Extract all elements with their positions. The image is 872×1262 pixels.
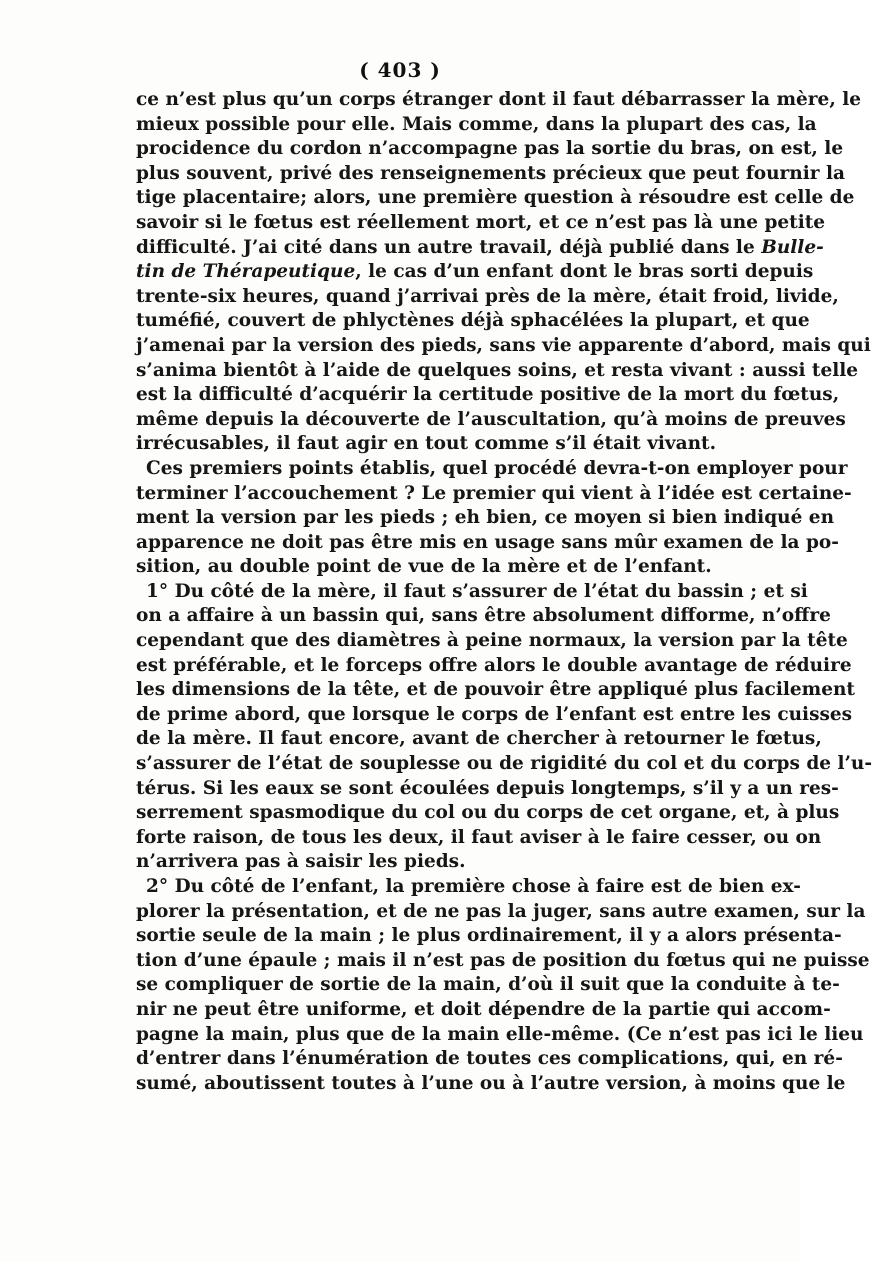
text-line: ce n’est plus qu’un corps étranger dont il faut débarrasser la mère, le <box>136 89 861 110</box>
text-line: cependant que des diamètres à peine normaux, la version par la tête <box>136 630 848 652</box>
paragraph-start-line: 1° Du côté de la mère, il faut s’assurer de l’état du bassin ; et si <box>146 580 808 602</box>
text-line: sortie seule de la main ; le plus ordinairement, il y a alors présenta- <box>136 925 842 947</box>
text-line-with-italic <box>136 236 824 261</box>
text-line-with-italic <box>136 260 814 285</box>
text-line: tion d’une épaule ; mais il n’est pas de position du fœtus qui ne puisse <box>136 949 870 971</box>
paragraph-start-line: Ces premiers points établis, quel procédé devra-t-on employer pour <box>146 457 848 479</box>
text-line: sition, au double point de vue de la mère et de l’enfant. <box>136 556 712 578</box>
text-fragment: , le cas d’un enfant dont le bras sorti depuis <box>355 261 814 283</box>
italic-title-fragment: Bulle- <box>761 236 824 258</box>
text-line: est la difficulté d’acquérir la certitude positive de la mort du fœtus, <box>136 384 840 406</box>
italic-title-fragment: tin de Thérapeutique <box>136 261 356 283</box>
text-line: ment la version par les pieds ; eh bien, ce moyen si bien indiqué en <box>136 507 835 529</box>
text-line: on a affaire à un bassin qui, sans être absolument difforme, n’offre <box>136 605 831 627</box>
text-line: sumé, aboutissent toutes à l’une ou à l’autre version, à moins que le <box>136 1072 846 1094</box>
text-line: j’amenai par la version des pieds, sans vie apparente d’abord, mais qui <box>136 334 871 356</box>
text-line: nir ne peut être uniforme, et doit dépendre de la partie qui accom- <box>136 998 831 1020</box>
text-line: térus. Si les eaux se sont écoulées depuis longtemps, s’il y a un res- <box>136 777 839 799</box>
text-fragment: difficulté. J’ai cité dans un autre travail, déjà publié dans le <box>136 236 755 258</box>
text-line: d’entrer dans l’énumération de toutes ces complications, qui, en ré- <box>136 1048 843 1070</box>
text-line: mieux possible pour elle. Mais comme, dans la plupart des cas, la <box>136 113 817 135</box>
text-line: pagne la main, plus que de la main elle-même. (Ce n’est pas ici le lieu <box>136 1023 864 1045</box>
text-line: terminer l’accouchement ? Le premier qui vient à l’idée est certaine- <box>136 482 852 504</box>
text-line: s’anima bientôt à l’aide de quelques soins, et resta vivant : aussi telle <box>136 359 859 381</box>
text-line: se compliquer de sortie de la main, d’où il suit que la conduite à te- <box>136 974 840 996</box>
text-line: les dimensions de la tête, et de pouvoir être appliqué plus facilement <box>136 679 855 701</box>
text-line: n’arrivera pas à saisir les pieds. <box>136 851 466 873</box>
text-line: trente-six heures, quand j’arrivai près de la mère, était froid, livide, <box>136 285 839 307</box>
text-line: apparence ne doit pas être mis en usage sans mûr examen de la po- <box>136 531 839 553</box>
page-number: ( 403 ) <box>359 58 441 82</box>
text-line: serrement spasmodique du col ou du corps de cet organe, et, à plus <box>136 802 840 824</box>
text-line: tuméfié, couvert de phlyctènes déjà sphacélées la plupart, et que <box>136 310 810 332</box>
text-line: de la mère. Il faut encore, avant de chercher à retourner le fœtus, <box>136 728 822 750</box>
body-text <box>136 88 872 1096</box>
text-line: forte raison, de tous les deux, il faut aviser à le faire cesser, ou on <box>136 826 822 848</box>
text-line: savoir si le fœtus est réellement mort, et ce n’est pas là une petite <box>136 211 826 233</box>
text-line: irrécusables, il faut agir en tout comme s’il était vivant. <box>136 433 717 455</box>
text-line: est préférable, et le forceps offre alors le double avantage de réduire <box>136 654 852 676</box>
text-line: plus souvent, privé des renseignements précieux que peut fournir la <box>136 162 845 184</box>
paragraph-start-line: 2° Du côté de l’enfant, la première chose à faire est de bien ex- <box>146 876 801 897</box>
text-line: s’assurer de l’état de souplesse ou de rigidité du col et du corps de l’u- <box>136 753 872 775</box>
text-line: tige placentaire; alors, une première question à résoudre est celle de <box>136 187 855 209</box>
text-line: même depuis la découverte de l’auscultation, qu’à moins de preuves <box>136 408 846 430</box>
text-line: de prime abord, que lorsque le corps de l’enfant est entre les cuisses <box>136 703 853 725</box>
text-line: procidence du cordon n’accompagne pas la sortie du bras, on est, le <box>136 138 844 160</box>
text-line: plorer la présentation, et de ne pas la juger, sans autre examen, sur la <box>136 900 866 922</box>
